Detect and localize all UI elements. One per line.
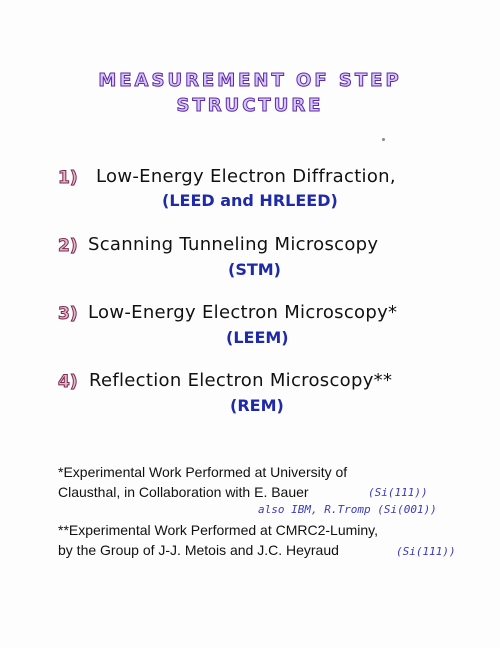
handwritten-note-3: (Si(111)) <box>396 545 456 558</box>
item-2-abbr: (STM) <box>228 260 281 279</box>
footnote-line-1: *Experimental Work Performed at University of <box>58 464 348 480</box>
item-3-abbr: (LEEM) <box>226 328 289 347</box>
speck-dot <box>382 138 385 141</box>
title-line-2: STRUCTURE <box>176 95 324 116</box>
item-2-number: 2) <box>58 236 78 256</box>
item-2-text: Scanning Tunneling Microscopy <box>88 234 379 255</box>
item-4-text: Reflection Electron Microscopy** <box>89 370 393 391</box>
item-1-number: 1) <box>58 168 78 188</box>
item-4-abbr: (REM) <box>230 396 284 415</box>
item-1-abbr: (LEED and HRLEED) <box>162 191 338 210</box>
footnote-line-2: Clausthal, in Collaboration with E. Bauer <box>58 484 309 500</box>
handwritten-note-1: (Si(111)) <box>368 486 428 499</box>
item-3-text: Low-Energy Electron Microscopy* <box>88 302 398 323</box>
item-4-number: 4) <box>58 372 78 392</box>
item-1-text: Low-Energy Electron Diffraction, <box>96 166 396 187</box>
footnote-line-3: **Experimental Work Performed at CMRC2-Luminy, <box>58 522 379 538</box>
handwritten-note-2: also IBM, R.Tromp (Si(001)) <box>258 503 437 516</box>
title-line-1: MEASUREMENT OF STEP <box>98 70 402 91</box>
item-3-number: 3) <box>58 304 78 324</box>
footnote-line-4: by the Group of J-J. Metois and J.C. Heyraud <box>58 542 339 558</box>
